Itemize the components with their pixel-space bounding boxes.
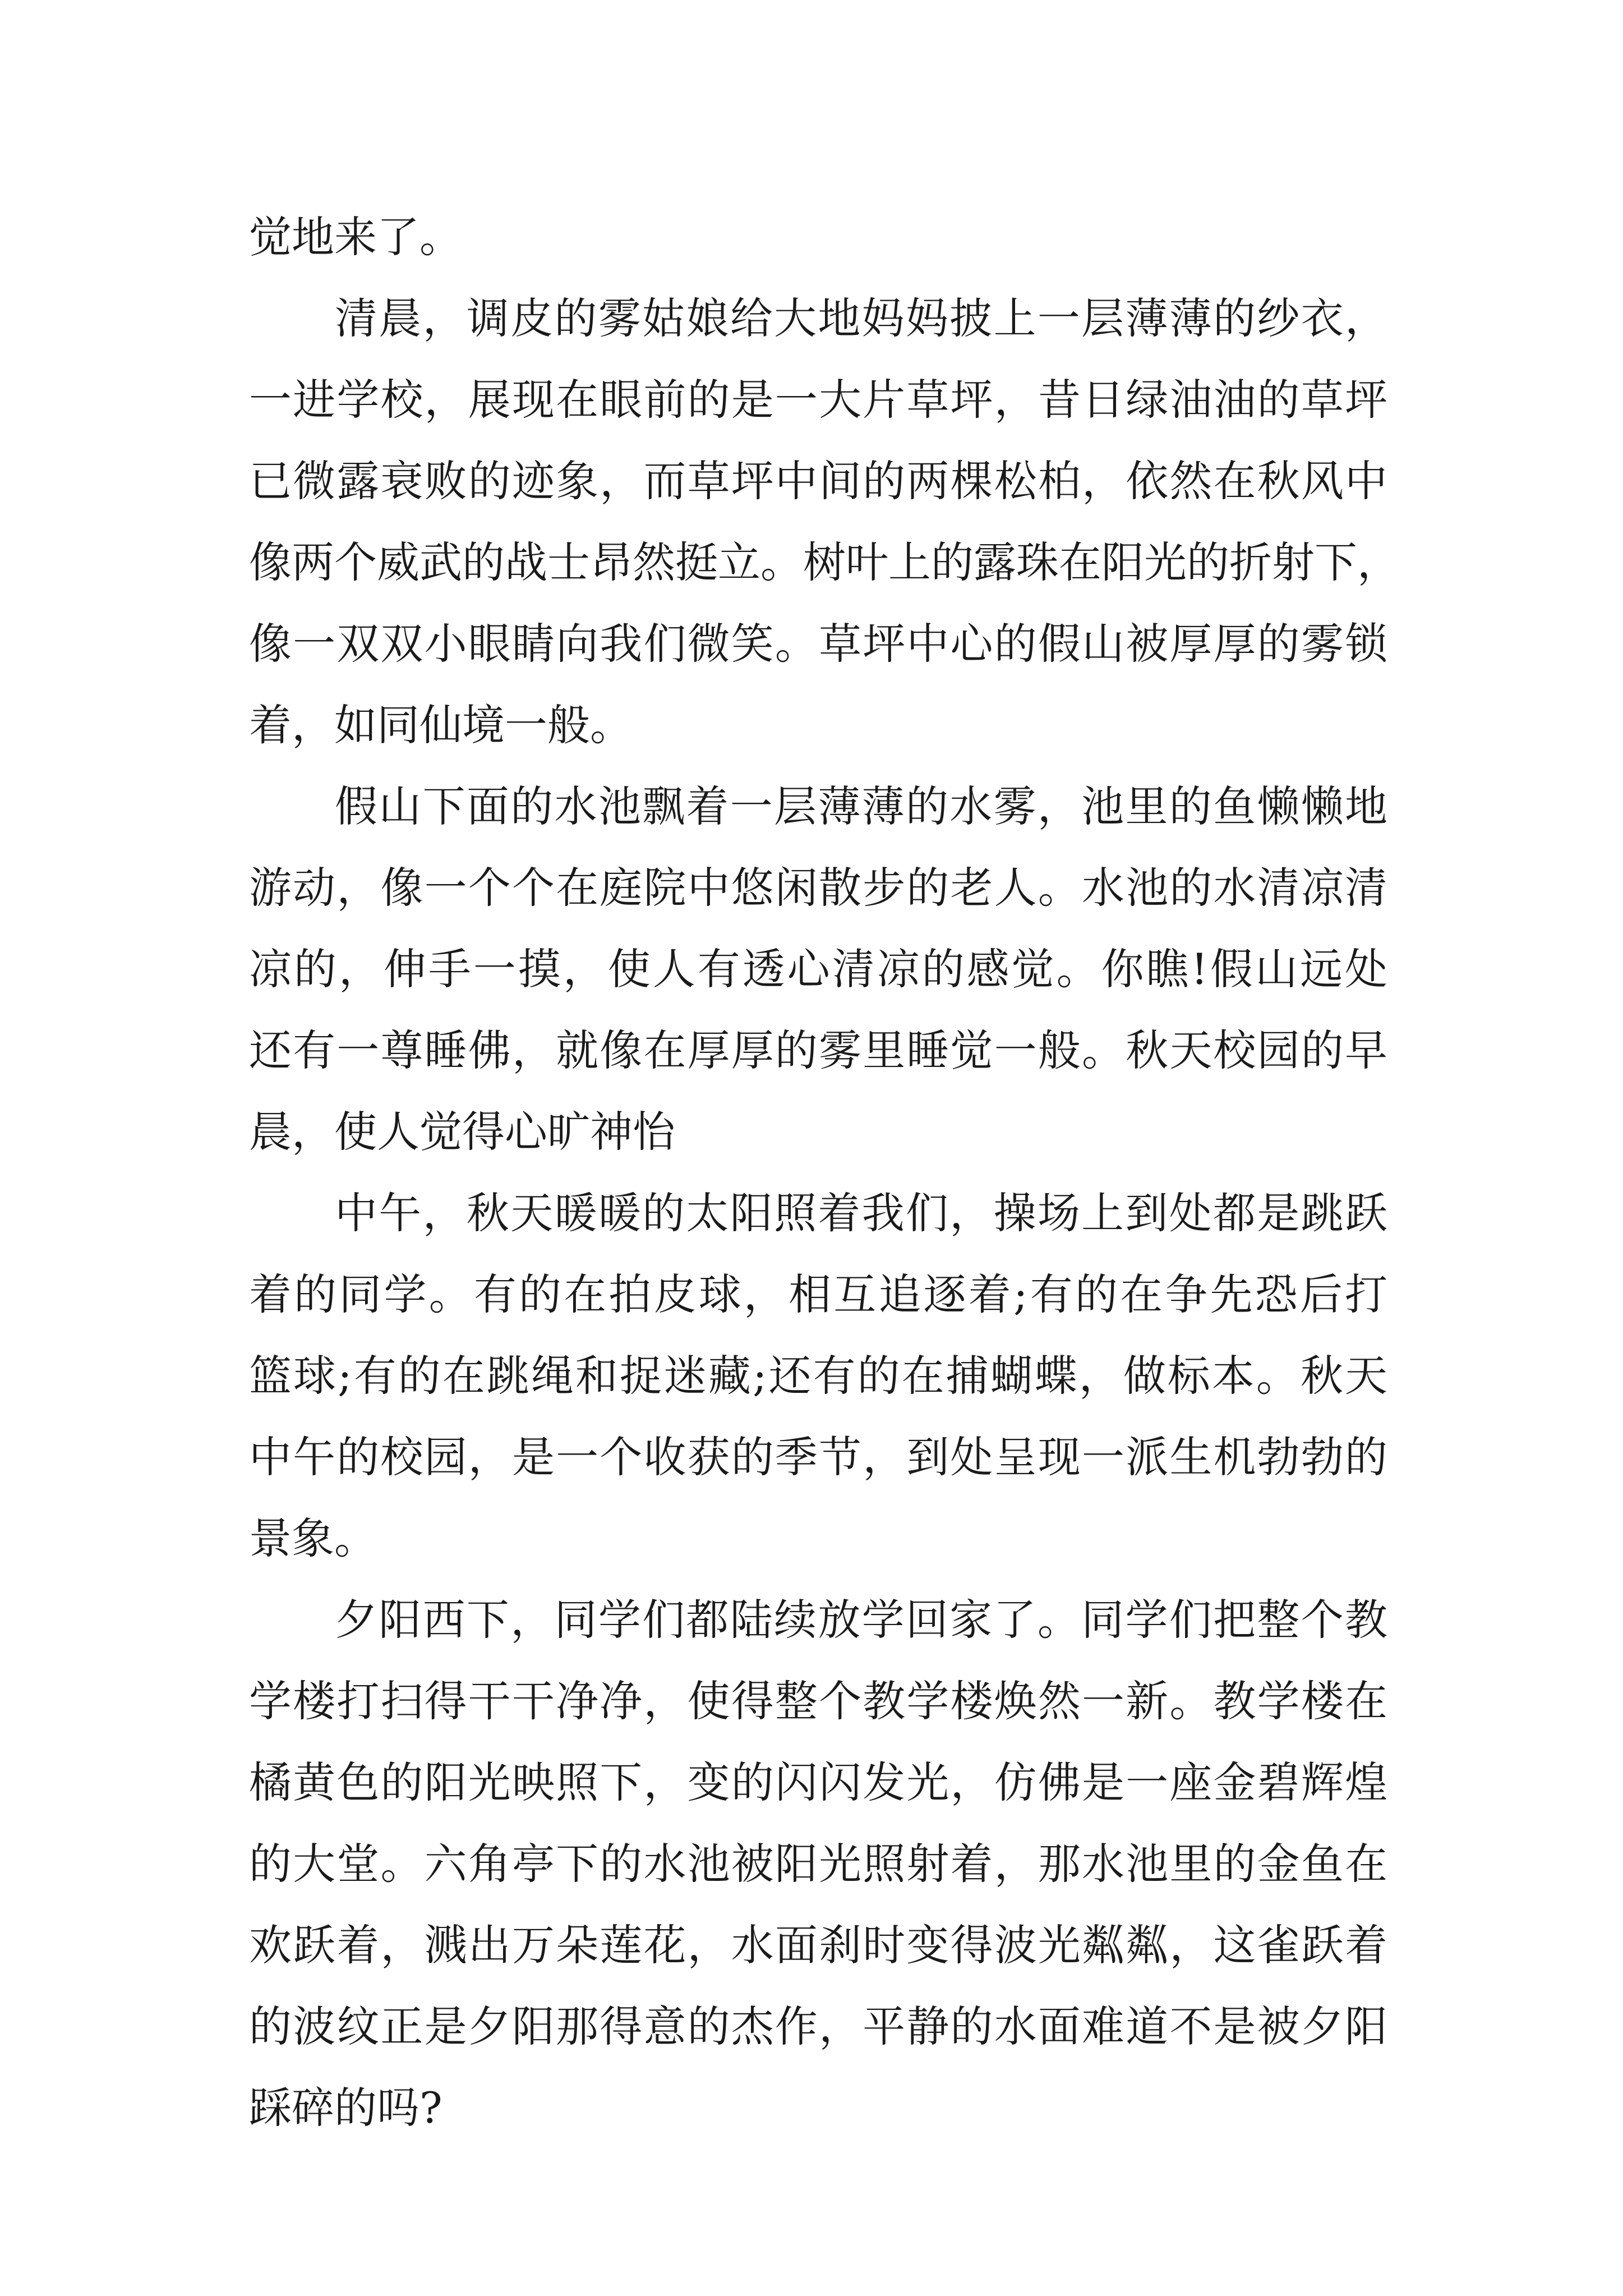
paragraph-line: 篮球;有的在跳绳和捉迷藏;还有的在捕蝴蝶，做标本。秋天 <box>249 1351 1387 1401</box>
paragraph-line: 夕阳西下，同学们都陆续放学回家了。同学们把整个教 <box>335 1595 1387 1645</box>
paragraph <box>249 1579 1387 2148</box>
paragraph <box>249 278 1400 766</box>
paragraph-line: 凉的，伸手一摸，使人有透心清凉的感觉。你瞧!假山远处 <box>249 944 1387 994</box>
paragraph-line: 像两个威武的战士昂然挺立。树叶上的露珠在阳光的折射下， <box>249 537 1400 587</box>
paragraph-line: 一进学校，展现在眼前的是一大片草坪，昔日绿油油的草坪 <box>249 375 1387 425</box>
paragraph-line: 的波纹正是夕阳那得意的杰作，平静的水面难道不是被夕阳 <box>249 2001 1387 2051</box>
paragraph-line: 的大堂。六角亭下的水池被阳光照射着，那水池里的金鱼在 <box>249 1839 1387 1889</box>
paragraph-line: 游动，像一个个在庭院中悠闲散步的老人。水池的水清凉清 <box>249 863 1387 913</box>
paragraph-line: 像一双双小眼睛向我们微笑。草坪中心的假山被厚厚的雾锁 <box>249 619 1387 669</box>
paragraph-line: 还有一尊睡佛，就像在厚厚的雾里睡觉一般。秋天校园的早 <box>249 1025 1387 1075</box>
paragraph-line: 着的同学。有的在拍皮球，相互追逐着;有的在争先恐后打 <box>249 1269 1387 1319</box>
paragraph-line: 晨，使人觉得心旷神怡 <box>249 1107 675 1157</box>
paragraph-line: 中午的校园，是一个收获的季节，到处呈现一派生机勃勃的 <box>249 1432 1387 1482</box>
paragraph-line: 中午，秋天暖暖的太阳照着我们，操场上到处都是跳跃 <box>335 1188 1387 1238</box>
paragraph-line: 橘黄色的阳光映照下，变的闪闪发光，仿佛是一座金碧辉煌 <box>249 1757 1387 1807</box>
paragraph-line: 景象。 <box>249 1513 377 1563</box>
paragraph-line: 觉地来了。 <box>249 212 462 262</box>
paragraph <box>249 766 1387 1172</box>
paragraph-line: 学楼打扫得干干净净，使得整个教学楼焕然一新。教学楼在 <box>249 1676 1387 1726</box>
paragraph-line: 踩碎的吗? <box>249 2083 442 2133</box>
paragraph-line: 清晨，调皮的雾姑娘给大地妈妈披上一层薄薄的纱衣， <box>335 293 1387 343</box>
paragraph-line: 假山下面的水池飘着一层薄薄的水雾，池里的鱼懒懒地 <box>335 781 1387 831</box>
paragraph-line: 已微露衰败的迹象，而草坪中间的两棵松柏，依然在秋风中 <box>249 456 1387 506</box>
paragraph <box>249 1172 1387 1579</box>
paragraph-line: 欢跃着，溅出万朵莲花，水面刹时变得波光粼粼，这雀跃着 <box>249 1920 1387 1970</box>
document-body <box>249 196 1400 2148</box>
paragraph <box>249 196 1387 278</box>
paragraph-line: 着，如同仙境一般。 <box>249 700 633 750</box>
